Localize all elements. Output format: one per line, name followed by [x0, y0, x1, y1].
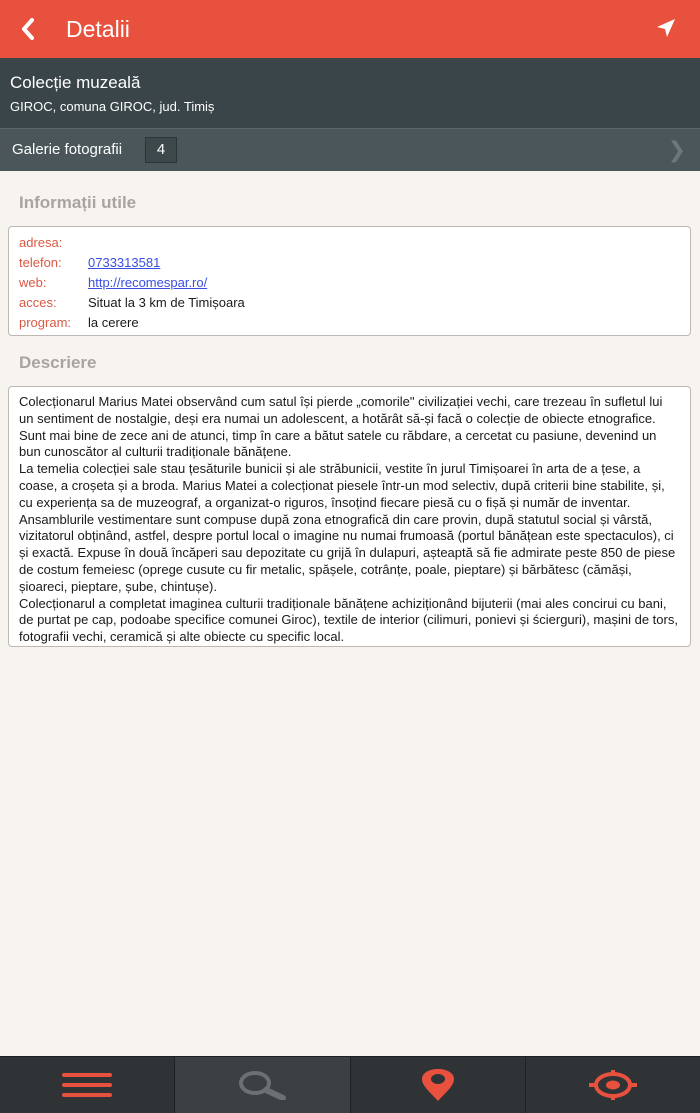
info-card [8, 226, 691, 336]
info-key: acces: [19, 295, 57, 310]
place-location: GIROC, comuna GIROC, jud. Timiș [10, 99, 215, 114]
info-value: Situat la 3 km de Timișoara [88, 295, 245, 310]
web-link[interactable]: http://recomespar.ro/ [88, 275, 208, 290]
back-arrow-icon [21, 18, 35, 40]
info-row-access [19, 293, 680, 313]
chevron-right-icon: ❯ [667, 137, 686, 162]
info-row-phone [19, 253, 680, 273]
info-section-title: Informații utile [19, 193, 137, 212]
description-paragraph-3: Colecționarul a completat imaginea culturii tradiționale bănățene achiziționând bijuterii (mai ales concirui cu bani, de purtat pe cap, podoabe specifice comunei Giroc), textile de interior (cilimuri, ponievi și ścierguri), mașini de tors, fotografii vechi, ceramică și alte obiecte cu specific local. [19, 595, 678, 645]
gallery-count-badge: 4 [145, 137, 177, 163]
locate-target-icon [589, 1070, 637, 1100]
photo-gallery-row[interactable] [0, 128, 700, 171]
navigate-button[interactable] [654, 16, 678, 40]
info-key: web: [19, 275, 47, 290]
phone-link[interactable]: 0733313581 [88, 255, 161, 270]
info-key: telefon: [19, 255, 62, 270]
place-header [0, 58, 700, 128]
page-title: Detalii [66, 16, 130, 42]
tab-locate[interactable] [526, 1057, 700, 1113]
menu-icon [62, 1072, 112, 1098]
app-bar [0, 0, 700, 58]
description-paragraph-2: La temelia colecției sale stau țesăturile bunicii și ale străbunicii, vestite în jurul Timișoarei în arta de a țese, a coase, a croșeta și a broda. Marius Matei a colecționat piesele într-un mod selectiv, după criterii bine stabilite, și, cu experiența sa de muzeograf, a organizat-o riguros, însoțind fiecare piesă cu o fișă și număr de inventar. Ansamblurile vestimentare sunt compuse după zona etnografică din care provin, după statutul social și vârstă, vizitatorul obținând, astfel, despre portul local o imagine nu numai frumoasă (portul bănățean este spectaculos), ci și exactă. Expuse în două încăperi sau depozitate cu grijă în dulapuri, așteaptă să fie admirate peste 850 de piese de costum femeiesc (oprege cusute cu fir metalic, spășele, cotrânțe, poale, pieptare) și bărbătesc (cămăși, șioareci, pieptare, șube, chintușe). [19, 461, 676, 594]
info-row-address [19, 233, 680, 253]
map-pin-icon [420, 1068, 456, 1102]
description-card [8, 386, 691, 647]
info-row-web [19, 273, 680, 293]
back-button[interactable] [14, 13, 42, 45]
search-icon [237, 1070, 287, 1100]
gallery-label: Galerie fotografii [12, 141, 123, 158]
tab-map[interactable] [351, 1057, 526, 1113]
tab-search[interactable] [175, 1057, 350, 1113]
info-value: la cerere [88, 315, 139, 330]
info-row-schedule [19, 313, 680, 333]
description-section-title: Descriere [19, 353, 97, 372]
info-key: adresa: [19, 235, 63, 250]
place-name: Colecție muzeală [10, 73, 141, 92]
bottom-navigation [0, 1056, 700, 1113]
description-paragraph-1: Colecționarul Marius Matei observând cum satul își pierde „comorile" civilizației vechi, care trezeau în sufletul lui un sentiment de nostalgie, deși era numai un adolescent, a hotărât să-și facă o colecție de obiecte etnografice. Sunt mai bine de zece ani de atunci, timp în care a bătut satele cu răbdare, a cercetat cu pasiune, devenind un bun cunoscător al culturii tradiționale bănățene. [19, 394, 663, 460]
navigation-arrow-icon [654, 16, 678, 40]
tab-menu[interactable] [0, 1057, 175, 1113]
info-key: program: [19, 315, 72, 330]
